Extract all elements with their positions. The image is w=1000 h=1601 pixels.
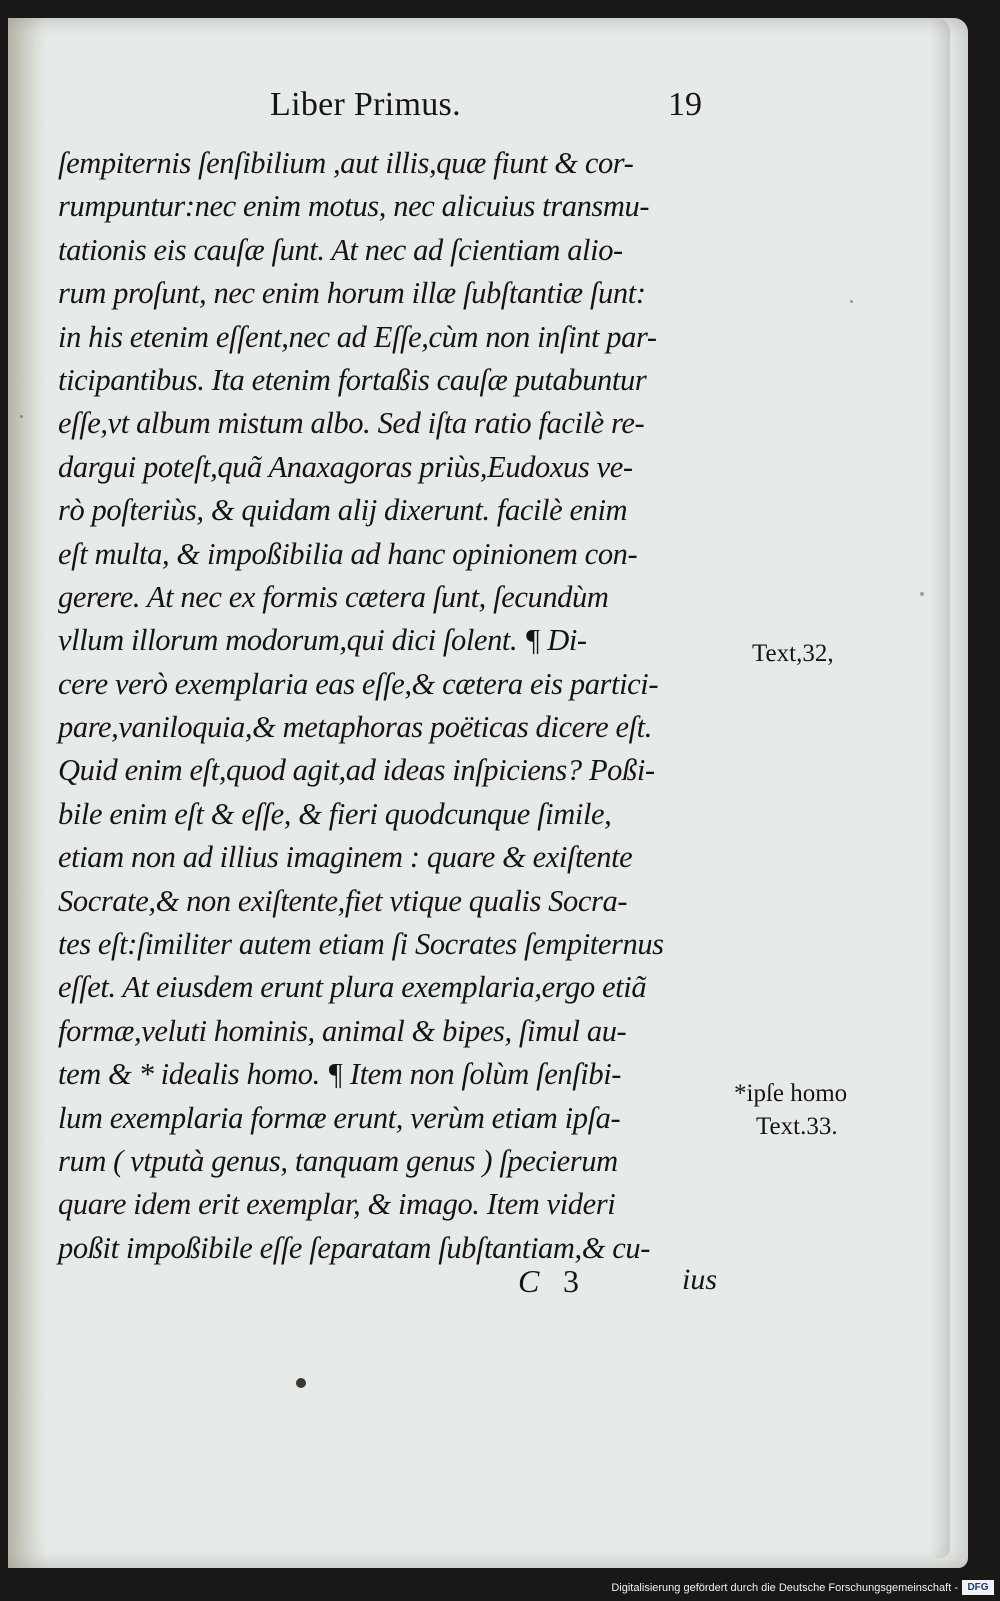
text-line: etiam non ad illius imaginem : quare & exiſtente: [58, 840, 633, 875]
text-line: Quid enim eſt,quod agit,ad ideas inſpiciens? Poßi-: [58, 753, 655, 788]
signature-mark: C: [518, 1263, 540, 1299]
text-line: dargui poteſt,quã Anaxagoras priùs,Eudoxus ve-: [58, 449, 633, 484]
text-line: formæ,veluti hominis, animal & bipes, ſimul au-: [58, 1013, 627, 1048]
running-head: Liber Primus.: [270, 86, 461, 123]
text-line: vllum illorum modorum,qui dici ſolent. ¶ Di-: [58, 623, 587, 658]
signature-number: 3: [563, 1263, 579, 1299]
text-line: tes eſt:ſimiliter autem etiam ſi Socrates ſempiternus: [58, 927, 664, 962]
text-line: eſſet. At eiusdem erunt plura exemplaria,ergo etiã: [58, 970, 647, 1005]
text-line: rumpuntur:nec enim motus, nec alicuius transmu-: [58, 189, 650, 224]
page-header: [270, 86, 730, 132]
text-line: bile enim eſt & eſſe, & fieri quodcunque ſimile,: [58, 796, 612, 831]
text-line: poßit impoßibile eſſe ſeparatam ſubſtantiam,& cu-: [58, 1230, 651, 1265]
margin-note-ipse-homo: *ipſe homo: [734, 1080, 848, 1107]
text-line: Socrate,& non exiſtente,fiet vtique qualis Socra-: [58, 883, 628, 918]
text-line: gerere. At nec ex formis cætera ſunt, ſecundùm: [58, 579, 609, 614]
ink-spot: [296, 1378, 306, 1388]
text-line: in his etenim eſſent,nec ad Eſſe,cùm non inſint par-: [58, 319, 657, 354]
margin-note-text-33: Text.33.: [756, 1113, 838, 1140]
text-line: rum proſunt, nec enim horum illæ ſubſtantiæ ſunt:: [58, 276, 646, 311]
gutter-shadow: [8, 18, 48, 1568]
text-line: eſſe,vt album mistum albo. Sed iſta ratio facilè re-: [58, 406, 645, 441]
text-line: pare,vaniloquia,& metaphoras poëticas dicere eſt.: [58, 710, 652, 745]
text-line: tationis eis cauſæ ſunt. At nec ad ſcientiam alio-: [58, 232, 623, 267]
main-text-block: [58, 142, 738, 1270]
text-line: rò poſteriùs, & quidam alij dixerunt. facilè enim: [58, 493, 628, 528]
text-line: rum ( vtputà genus, tanquam genus ) ſpecierum: [58, 1143, 618, 1178]
text-line: quare idem erit exemplar, & imago. Item videri: [58, 1187, 616, 1222]
folio-number: 19: [668, 86, 702, 123]
text-line: cere verò exemplaria eas eſſe,& cætera eis partici-: [58, 666, 659, 701]
digitization-credit: Digitalisierung gefördert durch die Deutsche Forschungsgemeinschaft -: [611, 1582, 958, 1594]
page-edge-shadow: [930, 18, 950, 1558]
text-line: tem & * idealis homo. ¶ Item non ſolùm ſenſibi-: [58, 1057, 622, 1092]
text-line: ticipantibus. Ita etenim fortaßis cauſæ putabuntur: [58, 362, 647, 397]
dfg-logo: DFG: [962, 1580, 994, 1595]
catchword: ius: [682, 1263, 718, 1296]
margin-note-text-32: Text,32,: [752, 640, 834, 667]
text-line: lum exemplaria formæ erunt, verùm etiam ipſa-: [58, 1100, 621, 1135]
text-line: ſempiternis ſenſibilium ,aut illis,quæ fiunt & cor-: [58, 146, 634, 180]
text-line: eſt multa, & impoßibilia ad hanc opinionem con-: [58, 536, 638, 571]
